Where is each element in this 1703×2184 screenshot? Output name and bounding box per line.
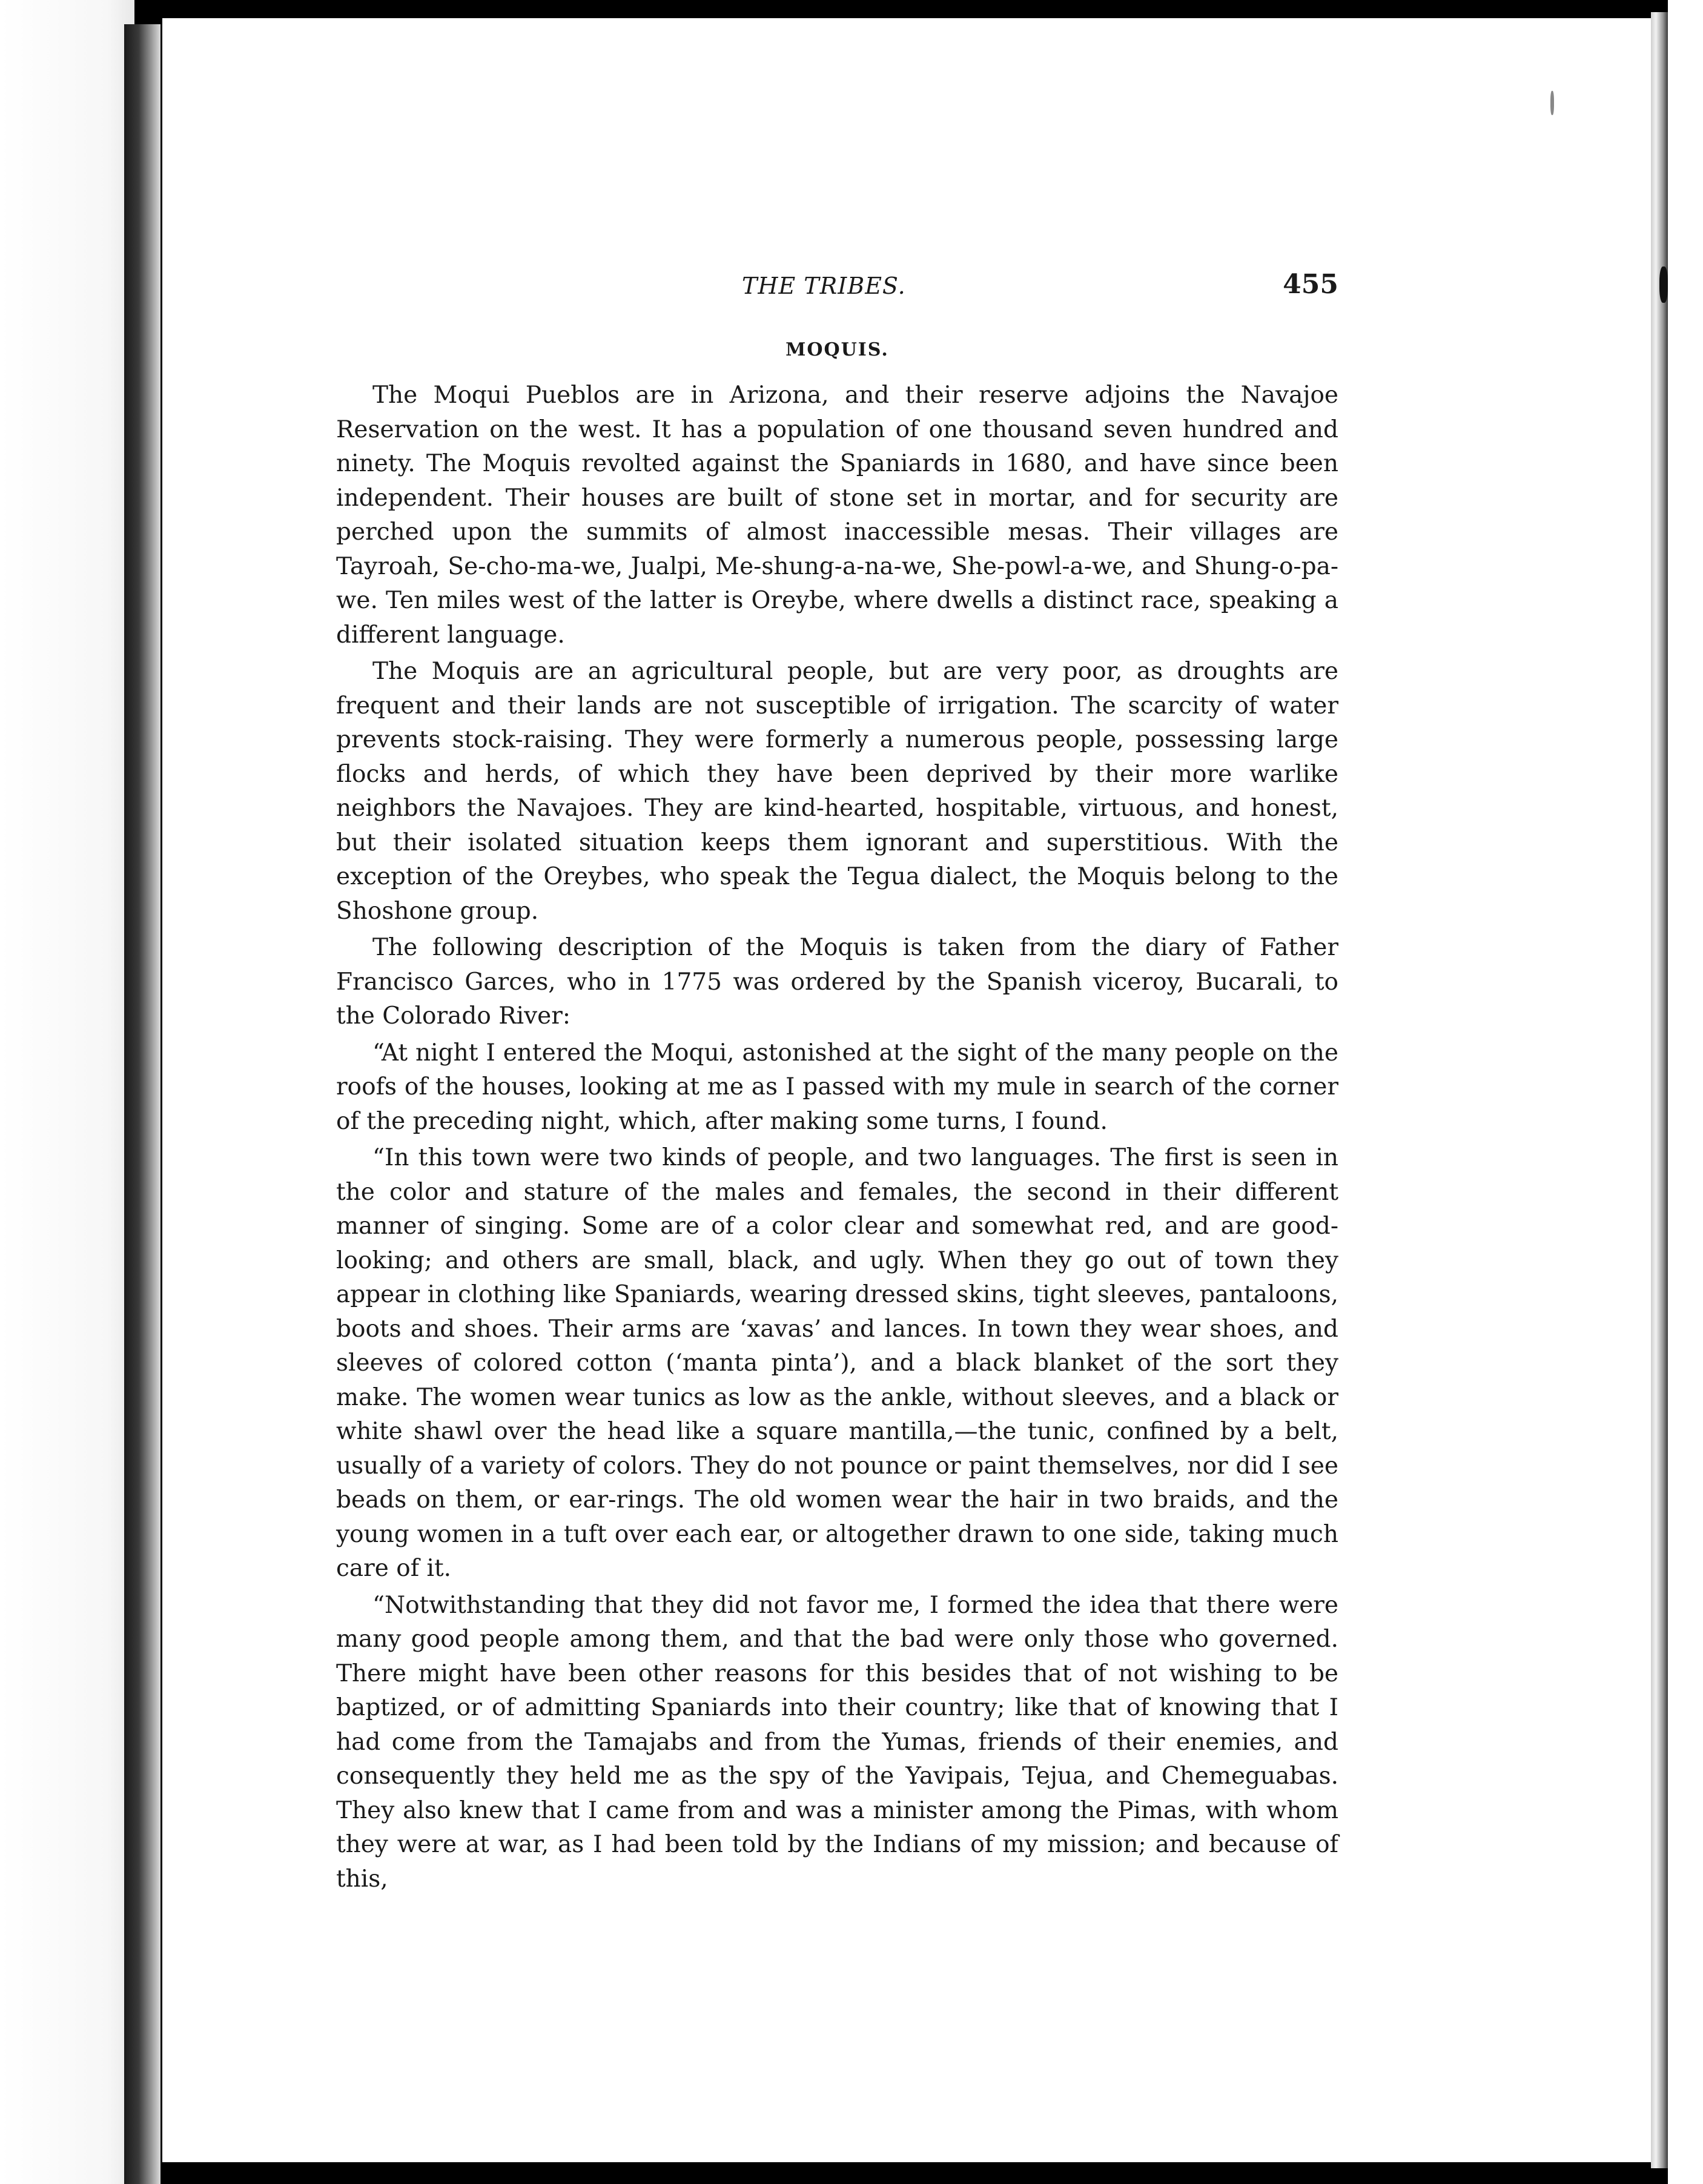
paragraph: “In this town were two kinds of people, and two languages. The first is seen in the color and stature of the males and females, the second in their different manner of singing. Some are of a color clear and somewhat red, and are good-looking; and others are small, black, and ugly. When they go out of town they appear in clothing like Spaniards, wearing dressed skins, tight sleeves, pantaloons, boots and shoes. Their arms are ‘xavas’ and lances. In town they wear shoes, and sleeves of colored cotton (‘manta pinta’), and a black blanket of the sort they make. The women wear tunics as low as the ankle, without sleeves, and a black or white shawl over the head like a square mantilla,—the tunic, confined by a belt, usually of a variety of colors. They do not pounce or paint themselves, nor did I see beads on them, or ear-rings. The old women wear the hair in two braids, and the young women in a tuft over each ear, or altogether drawn to one side, taking much care of it. xyxy=(336,1144,1338,1582)
running-title: THE TRIBES. xyxy=(742,273,906,299)
paragraph: The Moqui Pueblos are in Arizona, and their reserve adjoins the Navajoe Reservation on the west. It has a population of one thousand seven hundred and ninety. The Moquis revolted against the Spaniards in 1680, and have since been independent. Their houses are built of stone set in mortar, and for security are perched upon the summits of almost inaccessible mesas. Their villages are Tayroah, Se-cho-ma-we, Jualpi, Me-shung-a-na-we, She-powl-a-we, and Shung-o-pa-we. Ten miles west of the latter is Oreybe, where dwells a distinct race, speaking a different language. xyxy=(336,382,1338,649)
scan-speck xyxy=(1550,91,1554,115)
book-spine-shadow xyxy=(124,24,160,2184)
scan-margin-right xyxy=(1668,0,1703,2184)
paragraph: “At night I entered the Moqui, astonished at the sight of the many people on the roofs of the houses, looking at me as I passed with my mule in search of the corner of the preceding night, which, after making some turns, I found. xyxy=(336,1039,1338,1135)
paragraph: The Moquis are an agricultural people, but are very poor, as droughts are frequent and their lands are not susceptible of irrigation. The scarcity of water prevents stock-raising. They were formerly a numerous people, possessing large flocks and herds, of which they have been deprived by their more warlike neighbors the Navajoes. They are kind-hearted, hospitable, virtuous, and honest, but their isolated situation keeps them ignorant and superstitious. With the exception of the Oreybes, who speak the Tegua dialect, the Moquis belong to the Shoshone group. xyxy=(336,658,1338,925)
running-head xyxy=(336,266,1338,315)
section-heading: MOQUIS. xyxy=(785,339,889,360)
paragraph: The following description of the Moquis is taken from the diary of Father Francisco Garces, who in 1775 was ordered by the Spanish viceroy, Bucarali, to the Colorado River: xyxy=(336,934,1338,1030)
page-number: 455 xyxy=(1283,269,1338,300)
page-content xyxy=(336,266,1338,1896)
paragraph: “Notwithstanding that they did not favor me, I formed the idea that there were many good people among them, and that the bad were only those who governed. There might have been other reasons for this besides that of not wishing to be baptized, or of admitting Spaniards into their country; like that of knowing that I had come from the Tamajabs and from the Yumas, friends of their enemies, and consequently they held me as the spy of the Yavipais, Tejua, and Chemeguabas. They also knew that I came from and was a minister among the Pimas, with whom they were at war, as I had been told by the Indians of my mission; and because of this, xyxy=(336,1591,1338,1893)
scan-speck xyxy=(1659,266,1668,303)
page-edge-strip xyxy=(1651,12,1668,2168)
facing-page-edge xyxy=(0,0,134,2184)
